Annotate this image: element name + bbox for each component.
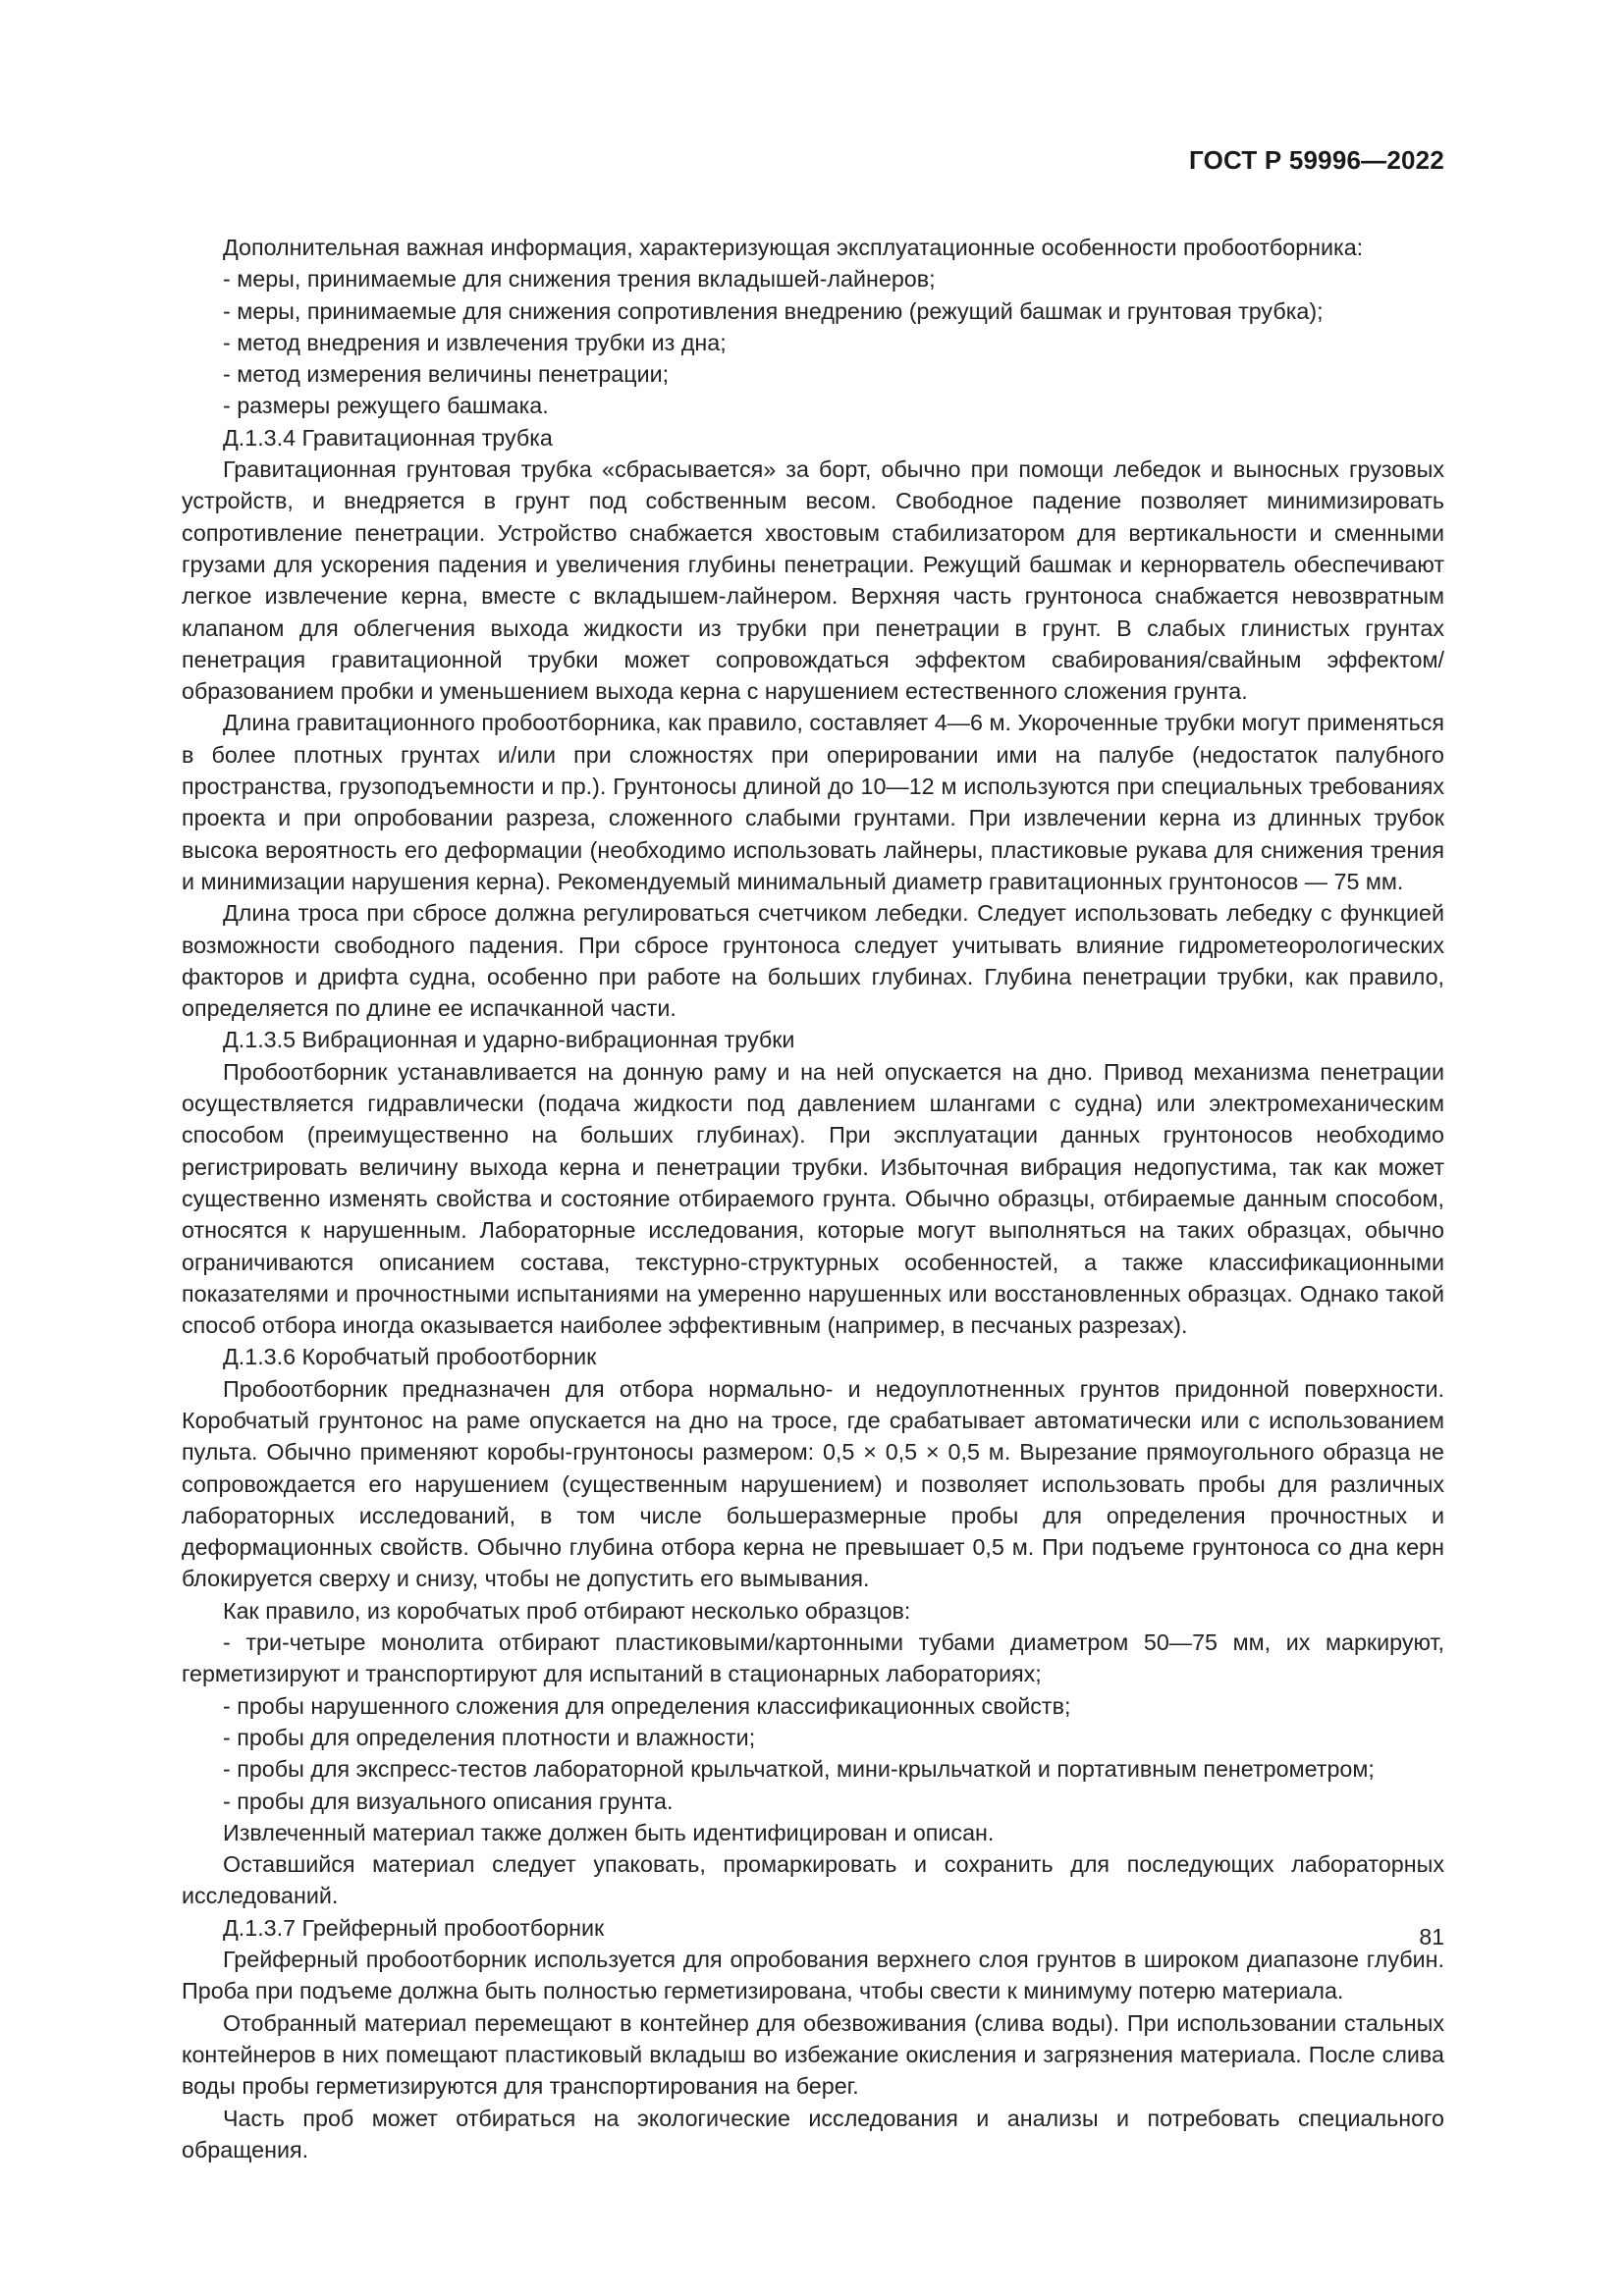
section-heading-d136: Д.1.3.6 Коробчатый пробоотборник <box>223 1344 597 1370</box>
paragraph: Пробоотборник предназначен для отбора нормально- и недоуплотненных грунтов придонной поверхности. Коробчатый грунтонос на раме опускается на дно на тросе, где срабатывает автоматически или с использованием пульта. Обычно применяют коробы-грунтоносы размером: 0,5 × 0,5 × 0,5 м. Вырезание прямоугольного образца не сопровождается его нарушением (существенным нарушением) и позволяет использовать пробы для различных лабораторных исследований, в том числе большеразмерные пробы для определения прочностных и деформационных свойств. Обычно глубина отбора керна не превышает 0,5 м. При подъеме грунтоноса со дна керн блокируется сверху и снизу, чтобы не допустить его вымывания. <box>182 1375 1444 1592</box>
paragraph: Грейферный пробоотборник используется для опробования верхнего слоя грунтов в широком диапазоне глубин. Проба при подъеме должна быть полностью герметизирована, чтобы свести к минимуму потерю материала. <box>182 1947 1444 2004</box>
paragraph: Длина гравитационного пробоотборника, как правило, составляет 4—6 м. Укороченные трубки могут применяться в более плотных грунтах и/или при сложностях при оперировании ими на палубе (недостаток палубного пространства, грузоподъемности и пр.). Грунтоносы длиной до 10—12 м используются при специальных требованиях проекта и при опробовании разреза, сложенного слабыми грунтами. При извлечении керна из длинных трубок высока вероятность его деформации (необходимо использовать лайнеры, пластиковые рукава для снижения трения и минимизации нарушения керна). Рекомендуемый минимальный диаметр гравитационных грунтоносов — 75 мм. <box>182 710 1444 894</box>
section-heading-d135: Д.1.3.5 Вибрационная и ударно-вибрационная трубки <box>223 1027 795 1053</box>
intro-paragraph: Дополнительная важная информация, характеризующая эксплуатационные особенности пробоотборника: <box>223 235 1364 260</box>
list-item: - пробы нарушенного сложения для определения классификационных свойств; <box>223 1692 1071 1719</box>
list-item: - пробы для визуального описания грунта. <box>223 1788 674 1814</box>
paragraph: Оставшийся материал следует упаковать, промаркировать и сохранить для последующих лабораторных исследований. <box>182 1851 1444 1909</box>
list-item: - три-четыре монолита отбирают пластиковыми/картонными тубами диаметром 50—75 мм, их маркируют, герметизируют и транспортируют для испытаний в стационарных лабораториях; <box>182 1629 1444 1687</box>
list-item: - пробы для определения плотности и влажности; <box>223 1724 756 1750</box>
document-body <box>182 232 1444 2165</box>
page-number: 81 <box>1419 1924 1444 1949</box>
section-heading-d134: Д.1.3.4 Гравитационная трубка <box>223 424 553 451</box>
paragraph: Часть проб может отбираться на экологические исследования и анализы и потребовать специального обращения. <box>182 2105 1444 2163</box>
list-item: - размеры режущего башмака. <box>223 393 549 419</box>
list-item: - меры, принимаемые для снижения трения вкладышей-лайнеров; <box>223 266 936 293</box>
list-item: - меры, принимаемые для снижения сопротивления внедрению (режущий башмак и грунтовая трубка); <box>223 297 1324 324</box>
section-heading-d137: Д.1.3.7 Грейферный пробоотборник <box>223 1914 605 1941</box>
paragraph: Пробоотборник устанавливается на донную раму и на ней опускается на дно. Привод механизма пенетрации осуществляется гидравлически (подача жидкости под давлением шлангами с судна) или электромеханическим способом (преимущественно на больших глубинах). При эксплуатации данных грунтоносов необходимо регистрировать величину выхода керна и пенетрации трубки. Избыточная вибрация недопустима, так как может существенно изменять свойства и состояние отбираемого грунта. Обычно образцы, отбираемые данным способом, относятся к нарушенным. Лабораторные исследования, которые могут выполняться на таких образцах, обычно ограничиваются описанием состава, текстурно-структурных особенностей, а также классификационными показателями и прочностными испытаниями на умеренно нарушенных или восстановленных образцах. Однако такой способ отбора иногда оказывается наиболее эффективным (например, в песчаных разрезах). <box>182 1058 1444 1339</box>
paragraph: Извлеченный материал также должен быть идентифицирован и описан. <box>223 1819 995 1845</box>
paragraph: Гравитационная грунтовая трубка «сбрасывается» за борт, обычно при помощи лебедок и выносных грузовых устройств, и внедряется в грунт под собственным весом. Свободное падение позволяет минимизировать сопротивление пенетрации. Устройство снабжается хвостовым стабилизатором для вертикальности и сменными грузами для ускорения падения и увеличения глубины пенетрации. Режущий башмак и кернорватель обеспечивают легкое извлечение керна, вместе с вкладышем-лайнером. Верхняя часть грунтоноса снабжается невозвратным клапаном для облегчения выхода жидкости из трубки при пенетрации в грунт. В слабых глинистых грунтах пенетрация гравитационной трубки может сопровождаться эффектом свабирования/свайным эффектом/образованием пробки и уменьшением выхода керна с нарушением естественного сложения грунта. <box>182 456 1444 705</box>
list-item: - метод внедрения и извлечения трубки из дна; <box>223 329 727 355</box>
list-item: - пробы для экспресс-тестов лабораторной крыльчаткой, мини-крыльчаткой и портативным пенетрометром; <box>223 1756 1375 1783</box>
paragraph: Длина троса при сбросе должна регулироваться счетчиком лебедки. Следует использовать лебедку с функцией возможности свободного падения. При сбросе грунтоноса следует учитывать влияние гидрометеорологических факторов и дрифта судна, особенно при работе на больших глубинах. Глубина пенетрации трубки, как правило, определяется по длине ее испачканной части. <box>182 900 1444 1022</box>
paragraph: Как правило, из коробчатых проб отбирают несколько образцов: <box>223 1597 911 1624</box>
list-item: - метод измерения величины пенетрации; <box>223 361 670 388</box>
paragraph: Отобранный материал перемещают в контейнер для обезвоживания (слива воды). При использовании стальных контейнеров в них помещают пластиковый вкладыш во избежание окисления и загрязнения материала. После слива воды пробы герметизируются для транспортирования на берег. <box>182 2009 1444 2100</box>
document-header: ГОСТ Р 59996—2022 <box>1189 145 1444 175</box>
